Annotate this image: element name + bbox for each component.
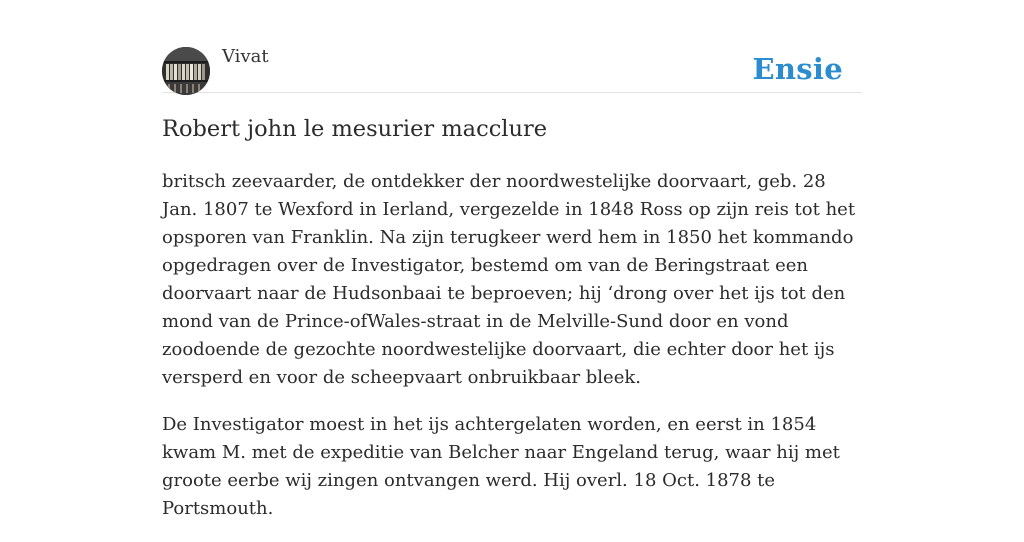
avatar-image xyxy=(162,47,210,95)
bookshelf-avatar-icon[interactable] xyxy=(162,47,210,95)
article-paragraph: De Investigator moest in het ijs achtergelaten worden, en eerst in 1854 kwam M. met de expeditie van Belcher naar Engeland terug, waar hij met groote eerbe wij zingen ontvangen werd. Hij overl. 18 Oct. 1878 te Portsmouth. xyxy=(162,414,840,519)
source-name-link[interactable]: Vivat xyxy=(222,46,269,67)
page-title: Robert john le mesurier macclure xyxy=(162,116,548,142)
article-paragraph: britsch zeevaarder, de ontdekker der noordwestelijke doorvaart, geb. 28 Jan. 1807 te Wexford in Ierland, vergezelde in 1848 Ross op zijn reis tot het opsporen van Franklin. Na zijn terugkeer werd hem in 1850 het kommando opgedragen over de Investigator, bestemd om van de Beringstraat een doorvaart naar de Hudsonbaai te beproeven; hij ‘drong over het ijs tot den mond van de Prince-ofWales-straat in de Melville-Sund door en vond zoodoende de gezochte noordwestelijke doorvaart, die echter door het ijs versperd en voor de scheepvaart onbruikbaar bleek. xyxy=(162,171,856,388)
article-body xyxy=(162,168,862,542)
page-container xyxy=(162,0,862,519)
ensie-logo[interactable]: Ensie xyxy=(752,52,843,86)
header xyxy=(162,0,862,93)
